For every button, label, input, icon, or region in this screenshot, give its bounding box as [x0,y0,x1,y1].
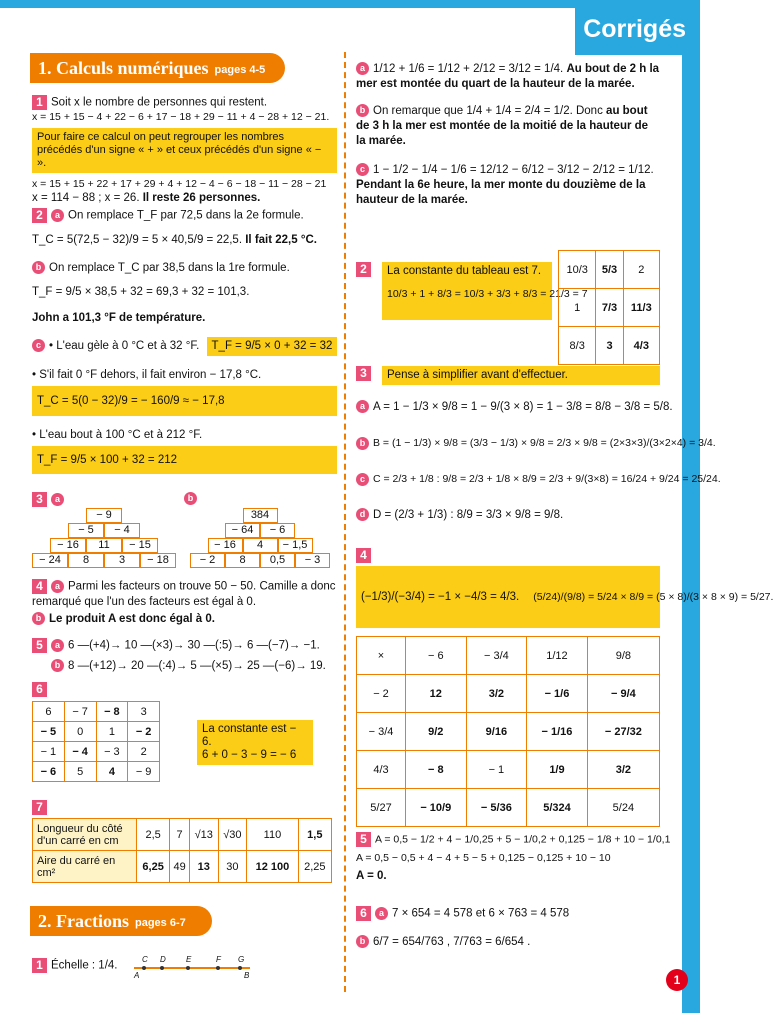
ruler-point [186,966,190,970]
equation: x = 114 − 88 ; x = 26. [32,192,140,204]
pyramid-cell: 8 [68,553,104,568]
grid-cell: − 6 [405,637,466,675]
scale-text: Échelle : 1/4. [51,959,118,972]
part-c-marker: c [356,163,369,176]
exercise-r1 [356,62,660,208]
pyramid-cell: − 24 [32,553,68,568]
grid-cell: 2 [128,742,160,762]
part-a-marker: a [51,580,64,593]
grid-cell: 1/9 [527,751,588,789]
grid-cell: 1 [559,289,596,327]
exercise-r3-label [356,366,375,381]
row-header: Longueur du côté d'un carré en cm [33,819,137,851]
grid-cell: 3 [128,702,160,722]
column-divider [344,52,346,992]
grid-cell: 9/2 [405,713,466,751]
equation: x = 15 + 15 + 22 + 17 + 29 + 4 + 12 − 4 − 6 − 18 − 11 − 28 − 21 [32,178,327,190]
answer: Il fait 22,5 °C. [245,234,317,246]
exercise-number: 5 [32,638,47,653]
equation: A = 1 − 1/3 × 9/8 = 1 − 9/(3 × 8) = 1 − 3/8 = 8/8 − 3/8 = 5/8. [373,401,673,413]
text: On remplace T_C par 38,5 dans la 1re formule. [49,262,290,274]
side-cell: 110 [247,819,298,851]
fraction-box [356,566,773,628]
pyramid-cell: − 4 [104,523,140,538]
part-b-marker: b [356,437,369,450]
grid-cell: 7/3 [596,289,623,327]
grid-cell: − 27/32 [587,713,659,751]
side-cell: √30 [218,819,247,851]
pyramid-cell: − 5 [68,523,104,538]
ruler-label: F [216,955,221,964]
pyramid-cell: 3 [104,553,140,568]
pyramid-cell: − 3 [295,553,330,568]
exercise-number: 1 [32,95,47,110]
exercise-r5 [356,832,671,883]
equation: 6/7 = 654/763 , 7/763 = 6/654 . [373,936,531,948]
ruler-point [142,966,146,970]
pyramid-cell: 11 [86,538,122,553]
part-c-marker: c [32,339,45,352]
exercise-number: 2 [32,208,47,223]
equation: T_F = 9/5 × 38,5 + 32 = 69,3 + 32 = 101,3. [32,286,250,298]
text: • L'eau gèle à 0 °C et à 32 °F. [49,340,200,352]
header-title: Corrigés [583,15,686,43]
exercise-7-label [32,800,51,815]
ruler-line [134,967,250,969]
exercise-number: 2 [356,262,371,277]
scale-ruler [134,955,254,983]
exercise-number: 5 [356,832,371,847]
equation: 1/12 + 1/6 = 1/12 + 2/12 = 3/12 = 1/4. [373,63,564,75]
pyramid-cell: 384 [243,508,278,523]
side-cell: 2,5 [137,819,170,851]
equation: x = 15 + 15 − 4 + 22 − 6 + 17 − 18 + 29 − 11 + 4 − 28 + 12 − 21. [32,111,330,123]
pyramid-cell: − 6 [260,523,295,538]
exercise-2 [32,208,337,474]
grid-cell: − 2 [357,675,406,713]
pyramid-cell: − 64 [225,523,260,538]
ruler-label: D [160,955,166,964]
pyramid-cell: − 9 [86,508,122,523]
area-cell: 30 [218,851,247,883]
grid-cell: − 10/9 [405,789,466,827]
part-a-marker: a [356,62,369,75]
text: On remplace T_F par 72,5 dans la 2e formule. [68,209,304,222]
exercise-number: 1 [32,958,47,973]
section-2-header [30,906,212,936]
grid-cell: 6 [33,702,65,722]
grid-cell: − 5 [33,722,65,742]
answer: au bout de 3 h la mer est montée de la moitié de la hauteur de la marée. [356,105,649,147]
ruler-label: C [142,955,148,964]
grid-cell: 5/324 [527,789,588,827]
hint-box: Pour faire ce calcul on peut regrouper les nombres précédés d'un signe « + » et ceux précédés d'un signe « − ». [32,128,337,173]
pyramid-cell: − 2 [190,553,225,568]
grid-cell: − 1 [33,742,65,762]
grid-cell: − 3/4 [357,713,406,751]
part-a-marker: a [51,209,64,222]
square-table [32,818,332,883]
section2-exercise-1 [32,958,117,973]
grid-cell: − 3/4 [466,637,527,675]
grid-cell: 11/3 [623,289,659,327]
equation: 7 × 654 = 4 578 et 6 × 763 = 4 578 [392,907,570,920]
constant-box [382,262,588,320]
equation: (5/24)/(9/8) = 5/24 × 8/9 = (5 × 8)/(3 × 8 × 9) = 5/27. [533,590,773,603]
ruler-point [160,966,164,970]
chain: 6 —(+4)→ 10 —(×3)→ 30 —(:5)→ 6 —(−7)→ −1. [68,639,320,652]
part-b-label [184,492,201,505]
side-band [682,40,700,1013]
pyramid-cell: − 18 [140,553,176,568]
pyramid-cell: − 16 [208,538,243,553]
side-cell: 1,5 [298,819,331,851]
grid-cell: 3/2 [587,751,659,789]
part-b-marker: b [51,659,64,672]
magic-grid-2 [558,250,660,365]
formula-box: T_F = 9/5 × 100 + 32 = 212 [32,446,337,474]
side-cell: √13 [189,819,218,851]
text: • L'eau bout à 100 °C et à 212 °F. [32,429,203,441]
exercise-number: 6 [356,906,371,921]
text: Soit x le nombre de personnes qui restent. [51,96,268,109]
grid-cell: 1/12 [527,637,588,675]
grid-cell: − 1 [466,751,527,789]
formula-box: T_F = 9/5 × 0 + 32 = 32 [207,337,338,356]
part-a-marker: a [51,639,64,652]
grid-cell: − 8 [96,702,128,722]
exercise-number: 4 [356,548,371,563]
grid-cell: − 9/4 [587,675,659,713]
grid-cell: 5/24 [587,789,659,827]
exercise-number: 4 [32,579,47,594]
part-a-marker: a [375,907,388,920]
grid-cell: − 1/16 [527,713,588,751]
exercise-number: 6 [32,682,47,697]
section-pages: pages 4-5 [214,64,266,76]
grid-cell: 1 [96,722,128,742]
exercise-r2-label [356,262,375,277]
part-b-marker: b [356,104,369,117]
part-a-marker: a [356,400,369,413]
part-b-marker: b [356,935,369,948]
row-header: Aire du carré en cm² [33,851,137,883]
side-cell: 7 [170,819,190,851]
box-title: La constante du tableau est 7. [387,265,542,277]
equation: D = (2/3 + 1/3) : 8/9 = 3/3 × 9/8 = 9/8. [373,509,564,521]
grid-cell: − 5/36 [466,789,527,827]
pyramid-cell: − 1,5 [278,538,313,553]
part-b-marker: b [184,492,197,505]
answer: A = 0. [356,870,387,882]
grid-cell: − 7 [64,702,96,722]
equation: 1 − 1/2 − 1/4 − 1/6 = 12/12 − 6/12 − 3/12 − 2/12 = 1/12. [373,164,654,176]
grid-cell: 5 [64,762,96,782]
grid-cell: 9/8 [587,637,659,675]
equation: T_C = 5(72,5 − 32)/9 = 5 × 40,5/9 = 22,5. [32,234,243,246]
grid-cell: × [357,637,406,675]
area-cell: 6,25 [137,851,170,883]
grid-cell: 9/16 [466,713,527,751]
grid-cell: 2 [623,251,659,289]
equation: 10/3 + 1 + 8/3 = 10/3 + 3/3 + 8/3 = 21/3 = 7 [387,288,588,300]
pyramid-cell: − 15 [122,538,158,553]
answer: John a 101,3 °F de température. [32,312,206,324]
area-cell: 49 [170,851,190,883]
pyramid-cell: 0,5 [260,553,295,568]
area-cell: 13 [189,851,218,883]
ruler-label: E [186,955,192,964]
grid-cell: 4 [96,762,128,782]
ruler-label: B [244,971,250,980]
grid-cell: 10/3 [559,251,596,289]
equation: On remarque que 1/4 + 1/4 = 2/4 = 1/2. Donc [373,105,603,117]
grid-cell: 0 [64,722,96,742]
area-cell: 12 100 [247,851,298,883]
equation: C = 2/3 + 1/8 : 9/8 = 2/3 + 1/8 × 8/9 = 2/3 + 9/(3×8) = 16/24 + 9/24 = 25/24. [373,473,721,485]
section-1-header [30,53,285,83]
equation: B = (1 − 1/3) × 9/8 = (3/3 − 1/3) × 9/8 = 2/3 × 9/8 = (2×3×3)/(3×2×4) = 3/4. [373,437,716,449]
constant-box: La constante est − 6. 6 + 0 − 3 − 9 = − 6 [197,720,313,765]
pyramid-cell: − 16 [50,538,86,553]
hint-box: Pense à simplifier avant d'effectuer. [382,366,660,385]
exercise-number: 3 [32,492,47,507]
text: Le produit A est donc égal à 0. [49,612,215,625]
magic-grid-6 [32,701,160,782]
text: • S'il fait 0 °F dehors, il fait environ − 17,8 °C. [32,369,262,381]
ruler-point [238,966,242,970]
chain: 8 —(+12)→ 20 —(:4)→ 5 —(×5)→ 25 —(−6)→ 19. [68,660,326,672]
grid-cell: 8/3 [559,327,596,365]
exercise-5 [32,638,337,673]
exercise-1 [32,95,337,205]
exercise-r6 [356,906,668,949]
answer: Pendant la 6e heure, la mer monte du douzième de la hauteur de la marée. [356,179,646,206]
grid-cell: − 2 [128,722,160,742]
part-a-marker: a [51,493,64,506]
multiplication-table [356,636,660,827]
grid-cell: − 4 [64,742,96,762]
grid-cell: 5/27 [357,789,406,827]
equation: A = 0,5 − 1/2 + 4 − 1/0,25 + 5 − 1/0,2 + 0,125 − 1/8 + 10 − 1/0,1 [375,833,671,846]
section-title: 1. Calculs numériques [38,57,209,78]
formula-box: T_C = 5(0 − 32)/9 = − 160/9 ≈ − 17,8 [32,386,337,416]
part-b-marker: b [32,261,45,274]
grid-cell: 12 [405,675,466,713]
part-d-marker: d [356,508,369,521]
exercise-number: 7 [32,800,47,815]
grid-cell: − 9 [128,762,160,782]
exercise-6-label [32,682,51,697]
section-title: 2. Fractions [38,910,129,931]
section-pages: pages 6-7 [134,917,186,929]
grid-cell: − 1/6 [527,675,588,713]
part-c-marker: c [356,473,369,486]
pyramid-cell: 4 [243,538,278,553]
ruler-point [216,966,220,970]
part-b-marker: b [32,612,45,625]
grid-cell: 5/3 [596,251,623,289]
answer: Au bout de 2 h la mer est montée du quart de la hauteur de la marée. [356,63,660,90]
grid-cell: 4/3 [357,751,406,789]
exercise-number: 3 [356,366,371,381]
grid-cell: − 6 [33,762,65,782]
ruler-label: A [134,971,140,980]
grid-cell: 4/3 [623,327,659,365]
equation: A = 0,5 − 0,5 + 4 − 4 + 5 − 5 + 0,125 − 0,125 + 10 − 10 [356,852,611,864]
page-number: 1 [666,969,688,991]
answer: Il reste 26 personnes. [142,192,261,204]
grid-cell: 3/2 [466,675,527,713]
grid-cell: − 3 [96,742,128,762]
exercise-r3 [356,400,721,522]
exercise-r4-label [356,548,375,563]
pyramid-cell: 8 [225,553,260,568]
grid-cell: − 8 [405,751,466,789]
area-cell: 2,25 [298,851,331,883]
grid-cell: 3 [596,327,623,365]
ruler-label: G [238,955,245,964]
exercise-4 [32,579,337,626]
exercise-3-label [32,492,68,507]
equation: (−1/3)/(−3/4) = −1 × −4/3 = 4/3. [361,590,520,603]
text: Parmi les facteurs on trouve 50 − 50. Camille a donc remarqué que l'un des facteurs est égal à 0. [32,580,336,608]
